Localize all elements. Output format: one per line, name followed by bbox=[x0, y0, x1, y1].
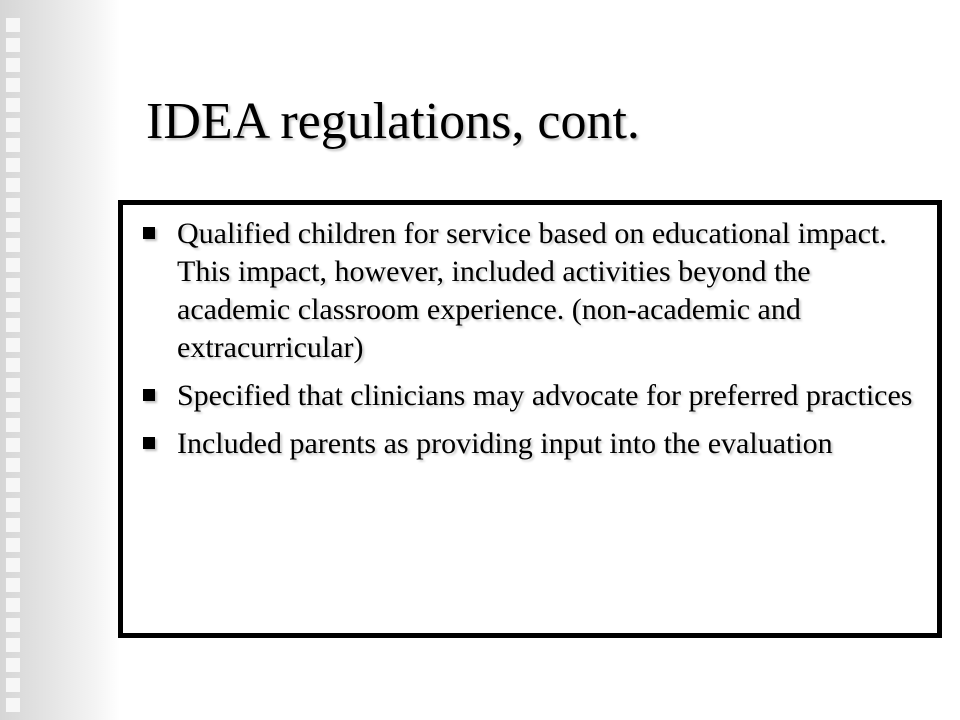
decorative-square-icon bbox=[6, 418, 20, 432]
slide-title: IDEA regulations, cont. bbox=[146, 93, 640, 150]
decorative-square-icon bbox=[6, 518, 20, 532]
decorative-square-icon bbox=[6, 638, 20, 652]
decorative-square-icon bbox=[6, 58, 20, 72]
bullet-text: Included parents as providing input into the evaluation bbox=[177, 427, 833, 460]
bullet-item bbox=[137, 425, 927, 463]
decorative-square-icon bbox=[6, 198, 20, 212]
decorative-square-icon bbox=[6, 698, 20, 712]
decorative-square-icon bbox=[6, 158, 20, 172]
square-bullet-icon bbox=[143, 227, 155, 239]
decorative-square-icon bbox=[6, 138, 20, 152]
decorative-square-icon bbox=[6, 118, 20, 132]
decorative-square-icon bbox=[6, 378, 20, 392]
decorative-square-icon bbox=[6, 558, 20, 572]
decorative-square-icon bbox=[6, 438, 20, 452]
decorative-square-icon bbox=[6, 98, 20, 112]
bullet-item bbox=[137, 215, 927, 367]
decorative-square-icon bbox=[6, 678, 20, 692]
square-bullet-icon bbox=[143, 437, 155, 449]
decorative-square-icon bbox=[6, 618, 20, 632]
bullet-list bbox=[137, 215, 927, 473]
decorative-square-icon bbox=[6, 178, 20, 192]
decorative-square-icon bbox=[6, 218, 20, 232]
decorative-square-icon bbox=[6, 238, 20, 252]
decorative-square-icon bbox=[6, 318, 20, 332]
decorative-square-icon bbox=[6, 298, 20, 312]
bullet-item bbox=[137, 377, 927, 415]
decorative-square-icon bbox=[6, 478, 20, 492]
decorative-square-icon bbox=[6, 18, 20, 32]
decorative-square-icon bbox=[6, 458, 20, 472]
decorative-square-icon bbox=[6, 578, 20, 592]
decorative-square-icon bbox=[6, 538, 20, 552]
decorative-square-pattern bbox=[6, 18, 20, 718]
decorative-square-icon bbox=[6, 598, 20, 612]
decorative-square-icon bbox=[6, 338, 20, 352]
decorative-square-icon bbox=[6, 258, 20, 272]
bullet-text: Specified that clinicians may advocate for preferred practices bbox=[177, 379, 913, 412]
decorative-square-icon bbox=[6, 398, 20, 412]
bullet-content-box bbox=[118, 200, 942, 638]
square-bullet-icon bbox=[143, 389, 155, 401]
decorative-side-band bbox=[0, 0, 120, 720]
bullet-text: Qualified children for service based on educational impact. This impact, however, included activities beyond the academic classroom experience. (non-academic and extracurricular) bbox=[177, 217, 887, 364]
decorative-square-icon bbox=[6, 78, 20, 92]
decorative-square-icon bbox=[6, 358, 20, 372]
decorative-square-icon bbox=[6, 278, 20, 292]
decorative-square-icon bbox=[6, 658, 20, 672]
decorative-square-icon bbox=[6, 498, 20, 512]
decorative-square-icon bbox=[6, 38, 20, 52]
